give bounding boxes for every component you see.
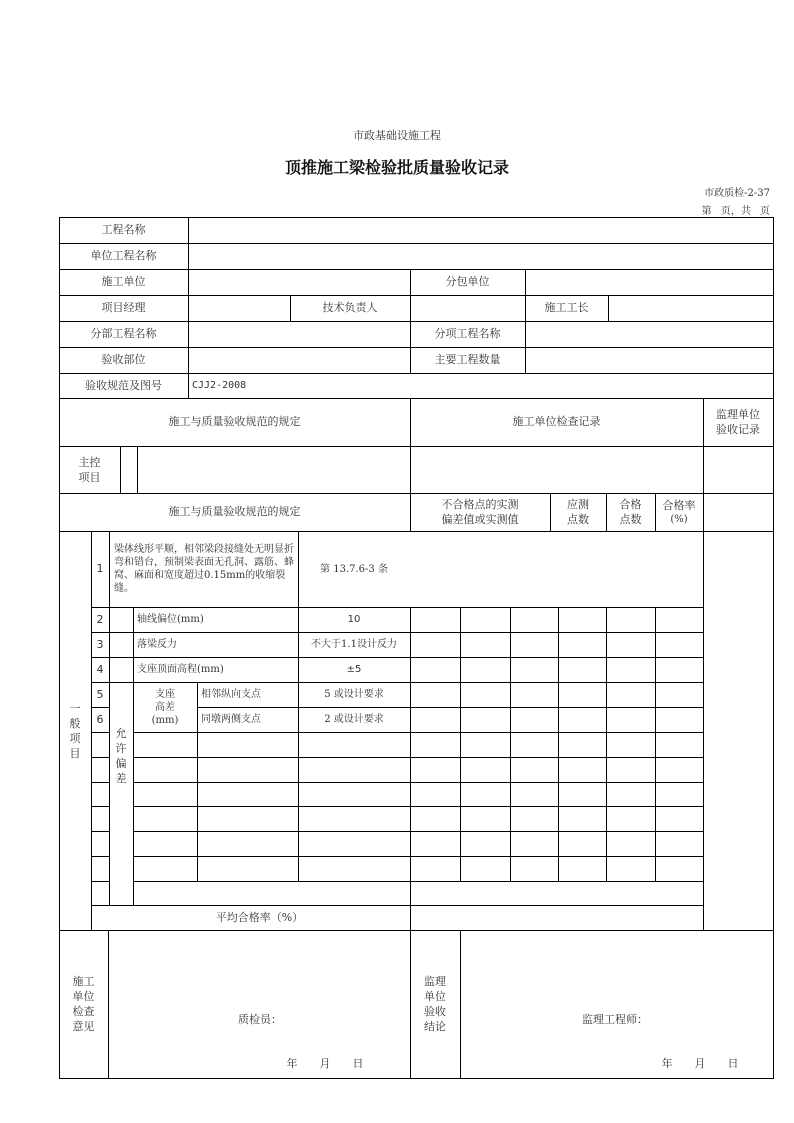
supervisor-date: 年 月 日 [661,1057,739,1070]
project-manager-field[interactable] [189,296,290,321]
grid-line [298,732,299,881]
grid-line [558,607,559,881]
subcontractor-field[interactable] [526,270,773,295]
location-field[interactable] [189,348,410,373]
grid-line [59,1078,773,1079]
grid-line [133,856,703,857]
item-name: 轴线偏位(mm) [137,614,204,625]
item-no: 4 [96,662,104,676]
grid-line [606,607,607,881]
grid-line [91,732,109,733]
item-no: 6 [96,712,104,726]
item-tolerance: 不大于1.1设计反力 [311,639,397,650]
grid-line [410,607,411,930]
supervisor-record-header: 监理单位 验收记录 [716,408,760,436]
grid-line [91,856,109,857]
grid-line [91,831,109,832]
grid-line [703,531,704,930]
location-label: 验收部位 [101,353,146,366]
unit-project-label: 单位工程名称 [90,249,157,262]
check-record-header: 施工单位检查记录 [512,415,601,428]
points-header: 应测 点数 [567,498,589,526]
item-name: 相邻纵向支点 [201,689,261,700]
item1-requirement: 梁体线形平顺，相邻梁段接缝处无明显折弯和错台，预制梁表面无孔洞、露筋、蜂窝、麻面和宽度超过0.15mm的收缩裂缝。 [114,544,294,594]
page-counter: 第 页，共 页 [701,206,770,217]
item-tolerance: 5 或设计要求 [324,689,384,700]
grid-line [460,930,461,1078]
grid-line [91,881,109,882]
item-name: 同墩两侧支点 [201,714,261,725]
grid-line [133,732,703,733]
item-tolerance: 2 或设计要求 [324,714,384,725]
grid-line [133,782,703,783]
pass-points-header: 合格 点数 [619,498,642,526]
tech-lead-field[interactable] [411,296,525,321]
main-control-supervisor-field[interactable] [704,447,773,493]
item-no: 1 [96,562,104,575]
project-manager-label: 项目经理 [101,301,146,314]
item-name: 支座顶面高程(mm) [137,664,224,675]
item-no: 3 [96,637,104,651]
grid-line [108,930,109,1078]
grid-line [91,782,109,783]
supervisor-engineer-signature[interactable]: 监理工程师： [582,1013,648,1026]
grid-line [133,831,703,832]
item-name: 落梁反力 [137,639,177,650]
project-name-label: 工程名称 [101,223,146,236]
contractor-date: 年 月 日 [286,1057,364,1070]
foreman-field[interactable] [609,296,773,321]
subitem-field[interactable] [526,322,773,347]
grid-line [133,757,703,758]
tech-lead-label: 技术负责人 [322,301,378,314]
deviation-header: 不合格点的实测 偏差值或实测值 [441,498,519,526]
grid-line [460,607,461,881]
supervisor-conclusion-label: 监理 单位 验收 结论 [424,975,446,1033]
average-pass-rate-label: 平均合格率（%） [215,910,304,924]
subitem-label: 分项工程名称 [434,327,501,340]
quantity-field[interactable] [526,348,773,373]
item-no: 5 [96,687,104,701]
grid-line [91,757,109,758]
form-code: 市政质检-2-37 [704,188,770,199]
grid-line [91,806,109,807]
item1-reference: 第 13.7.6-3 条 [320,563,388,575]
inspector-signature[interactable]: 质检员： [238,1013,282,1026]
spec-header: 施工与质量验收规范的规定 [168,415,301,428]
average-pass-rate-field[interactable] [411,906,703,930]
spec-header-2: 施工与质量验收规范的规定 [168,505,301,518]
contractor-label: 施工单位 [101,275,146,288]
item-tolerance: 10 [347,614,361,625]
main-control-check-field[interactable] [411,447,703,493]
document-category: 市政基础设施工程 [353,129,441,142]
unit-project-field[interactable] [189,244,773,269]
bearing-height-diff-label: 支座 高差 (mm) [151,688,179,726]
item-no: 2 [96,612,104,626]
pass-rate-header: 合格率 (%) [662,499,696,525]
division-field[interactable] [189,322,410,347]
grid-line [133,806,703,807]
contractor-field[interactable] [189,270,410,295]
main-control-label: 主控 项目 [78,455,101,484]
grid-line [703,493,704,531]
grid-line [137,446,138,493]
division-label: 分部工程名称 [90,327,157,340]
grid-line [773,217,774,1079]
general-items-label: 一 般 项 目 [69,701,81,760]
grid-line [655,607,656,881]
project-name-field[interactable] [189,218,773,243]
spec-label: 验收规范及图号 [85,378,162,392]
grid-line [59,531,773,532]
grid-line [133,881,703,882]
spec-value: CJJ2-2008 [192,379,247,391]
item-tolerance: ±5 [346,664,362,675]
contractor-opinion-label: 施工 单位 检查 意见 [72,975,95,1033]
quantity-label: 主要工程数量 [434,353,501,366]
subcontractor-label: 分包单位 [445,275,490,288]
allowable-deviation-label: 允 许 偏 差 [115,727,127,785]
grid-line [120,446,121,493]
page-title: 顶推施工梁检验批质量验收记录 [284,158,509,177]
grid-line [510,607,511,881]
foreman-label: 施工工长 [544,301,589,314]
